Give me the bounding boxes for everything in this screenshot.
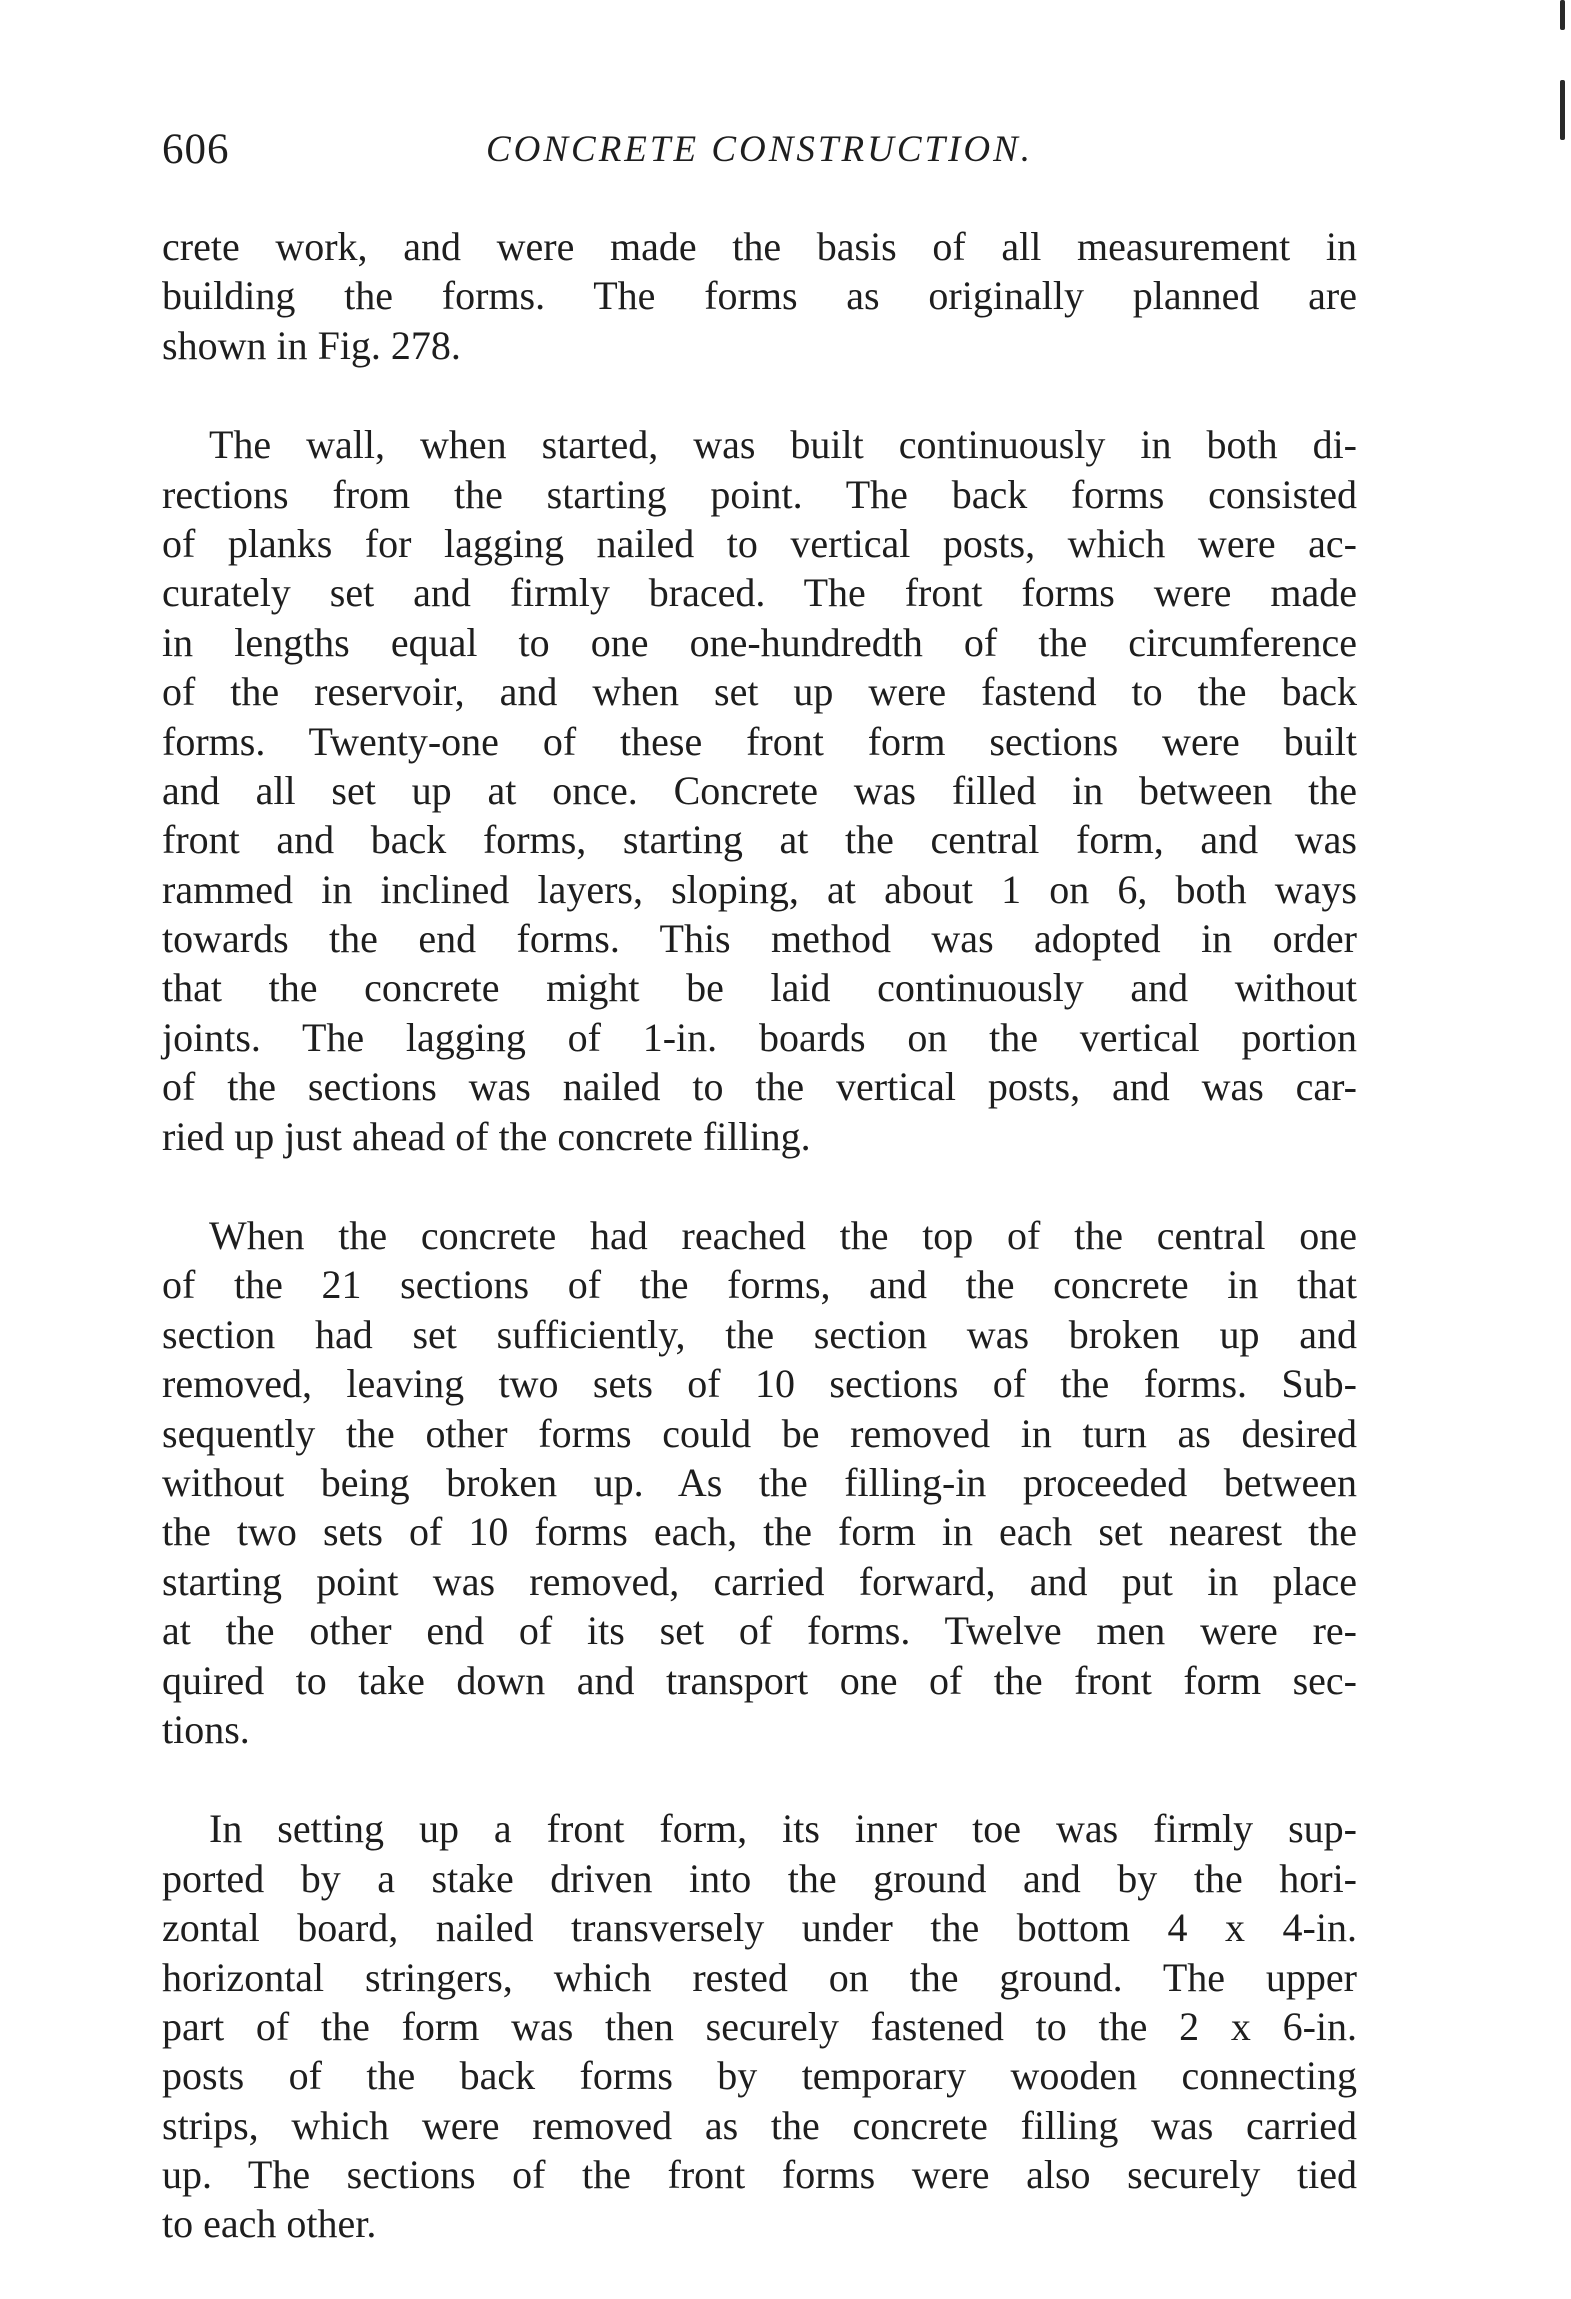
text-line: In setting up a front form, its inner toe was firmly sup-	[209, 1806, 1357, 1852]
text-line: without being broken up. As the filling-in proceeded between	[162, 1459, 1357, 1505]
page-header	[162, 120, 1357, 180]
text-line: sequently the other forms could be removed in turn as desired	[162, 1410, 1357, 1456]
page-number: 606	[162, 126, 230, 173]
text-line: ried up just ahead of the concrete filling.	[162, 1113, 811, 1159]
text-line: towards the end forms. This method was adopted in order	[162, 916, 1357, 962]
text-line: posts of the back forms by temporary wooden connecting	[162, 2053, 1357, 2099]
text-line: horizontal stringers, which rested on the ground. The upper	[162, 1954, 1357, 2000]
scan-edge-mark	[1560, 0, 1565, 30]
body-text	[162, 222, 1357, 2299]
text-line: at the other end of its set of forms. Twelve men were re-	[162, 1608, 1357, 1654]
text-line: front and back forms, starting at the central form, and was	[162, 817, 1357, 863]
text-line: that the concrete might be laid continuously and without	[162, 965, 1357, 1011]
text-line: of the reservoir, and when set up were fastend to the back	[162, 669, 1357, 715]
text-line: of planks for lagging nailed to vertical posts, which were ac-	[162, 520, 1357, 566]
text-line: strips, which were removed as the concrete filling was carried	[162, 2102, 1357, 2148]
text-line: part of the form was then securely fastened to the 2 x 6-in.	[162, 2003, 1357, 2049]
text-line: of the sections was nailed to the vertical posts, and was car-	[162, 1064, 1357, 1110]
text-line: crete work, and were made the basis of all measurement in	[162, 224, 1357, 269]
text-line: starting point was removed, carried forward, and put in place	[162, 1558, 1357, 1604]
text-line: When the concrete had reached the top of the central one	[209, 1213, 1357, 1259]
text-line: curately set and firmly braced. The front forms were made	[162, 570, 1357, 616]
text-line: ported by a stake driven into the ground and by the hori-	[162, 1855, 1357, 1901]
text-line: shown in Fig. 278.	[162, 322, 461, 368]
paragraph-3	[162, 1211, 1357, 1754]
paragraph-2	[162, 420, 1357, 1161]
text-line: The wall, when started, was built continuously in both di-	[209, 422, 1357, 468]
text-line: zontal board, nailed transversely under the bottom 4 x 4-in.	[162, 1905, 1357, 1951]
text-line: of the 21 sections of the forms, and the concrete in that	[162, 1262, 1357, 1308]
running-head: CONCRETE CONSTRUCTION.	[485, 129, 1034, 170]
text-line: tions.	[162, 1706, 250, 1752]
text-line: forms. Twenty-one of these front form sections were built	[162, 718, 1357, 764]
text-line: up. The sections of the front forms were also securely tied	[162, 2152, 1357, 2198]
text-line: joints. The lagging of 1-in. boards on the vertical portion	[162, 1014, 1357, 1060]
text-line: rammed in inclined layers, sloping, at about 1 on 6, both ways	[162, 866, 1357, 912]
paragraph-4	[162, 1804, 1357, 2249]
text-line: quired to take down and transport one of the front form sec-	[162, 1657, 1357, 1703]
text-line: in lengths equal to one one-hundredth of the circumference	[162, 619, 1357, 665]
text-line: building the forms. The forms as originally planned are	[162, 273, 1357, 319]
text-line: rections from the starting point. The back forms consisted	[162, 471, 1357, 517]
text-line: to each other.	[162, 2201, 377, 2247]
scan-edge-mark	[1560, 80, 1565, 140]
text-line: the two sets of 10 forms each, the form in each set nearest the	[162, 1509, 1357, 1555]
text-line: section had set sufficiently, the section was broken up and	[162, 1311, 1357, 1357]
text-line: and all set up at once. Concrete was filled in between the	[162, 767, 1357, 813]
text-line: removed, leaving two sets of 10 sections of the forms. Sub-	[162, 1361, 1357, 1407]
paragraph-1	[162, 222, 1357, 370]
